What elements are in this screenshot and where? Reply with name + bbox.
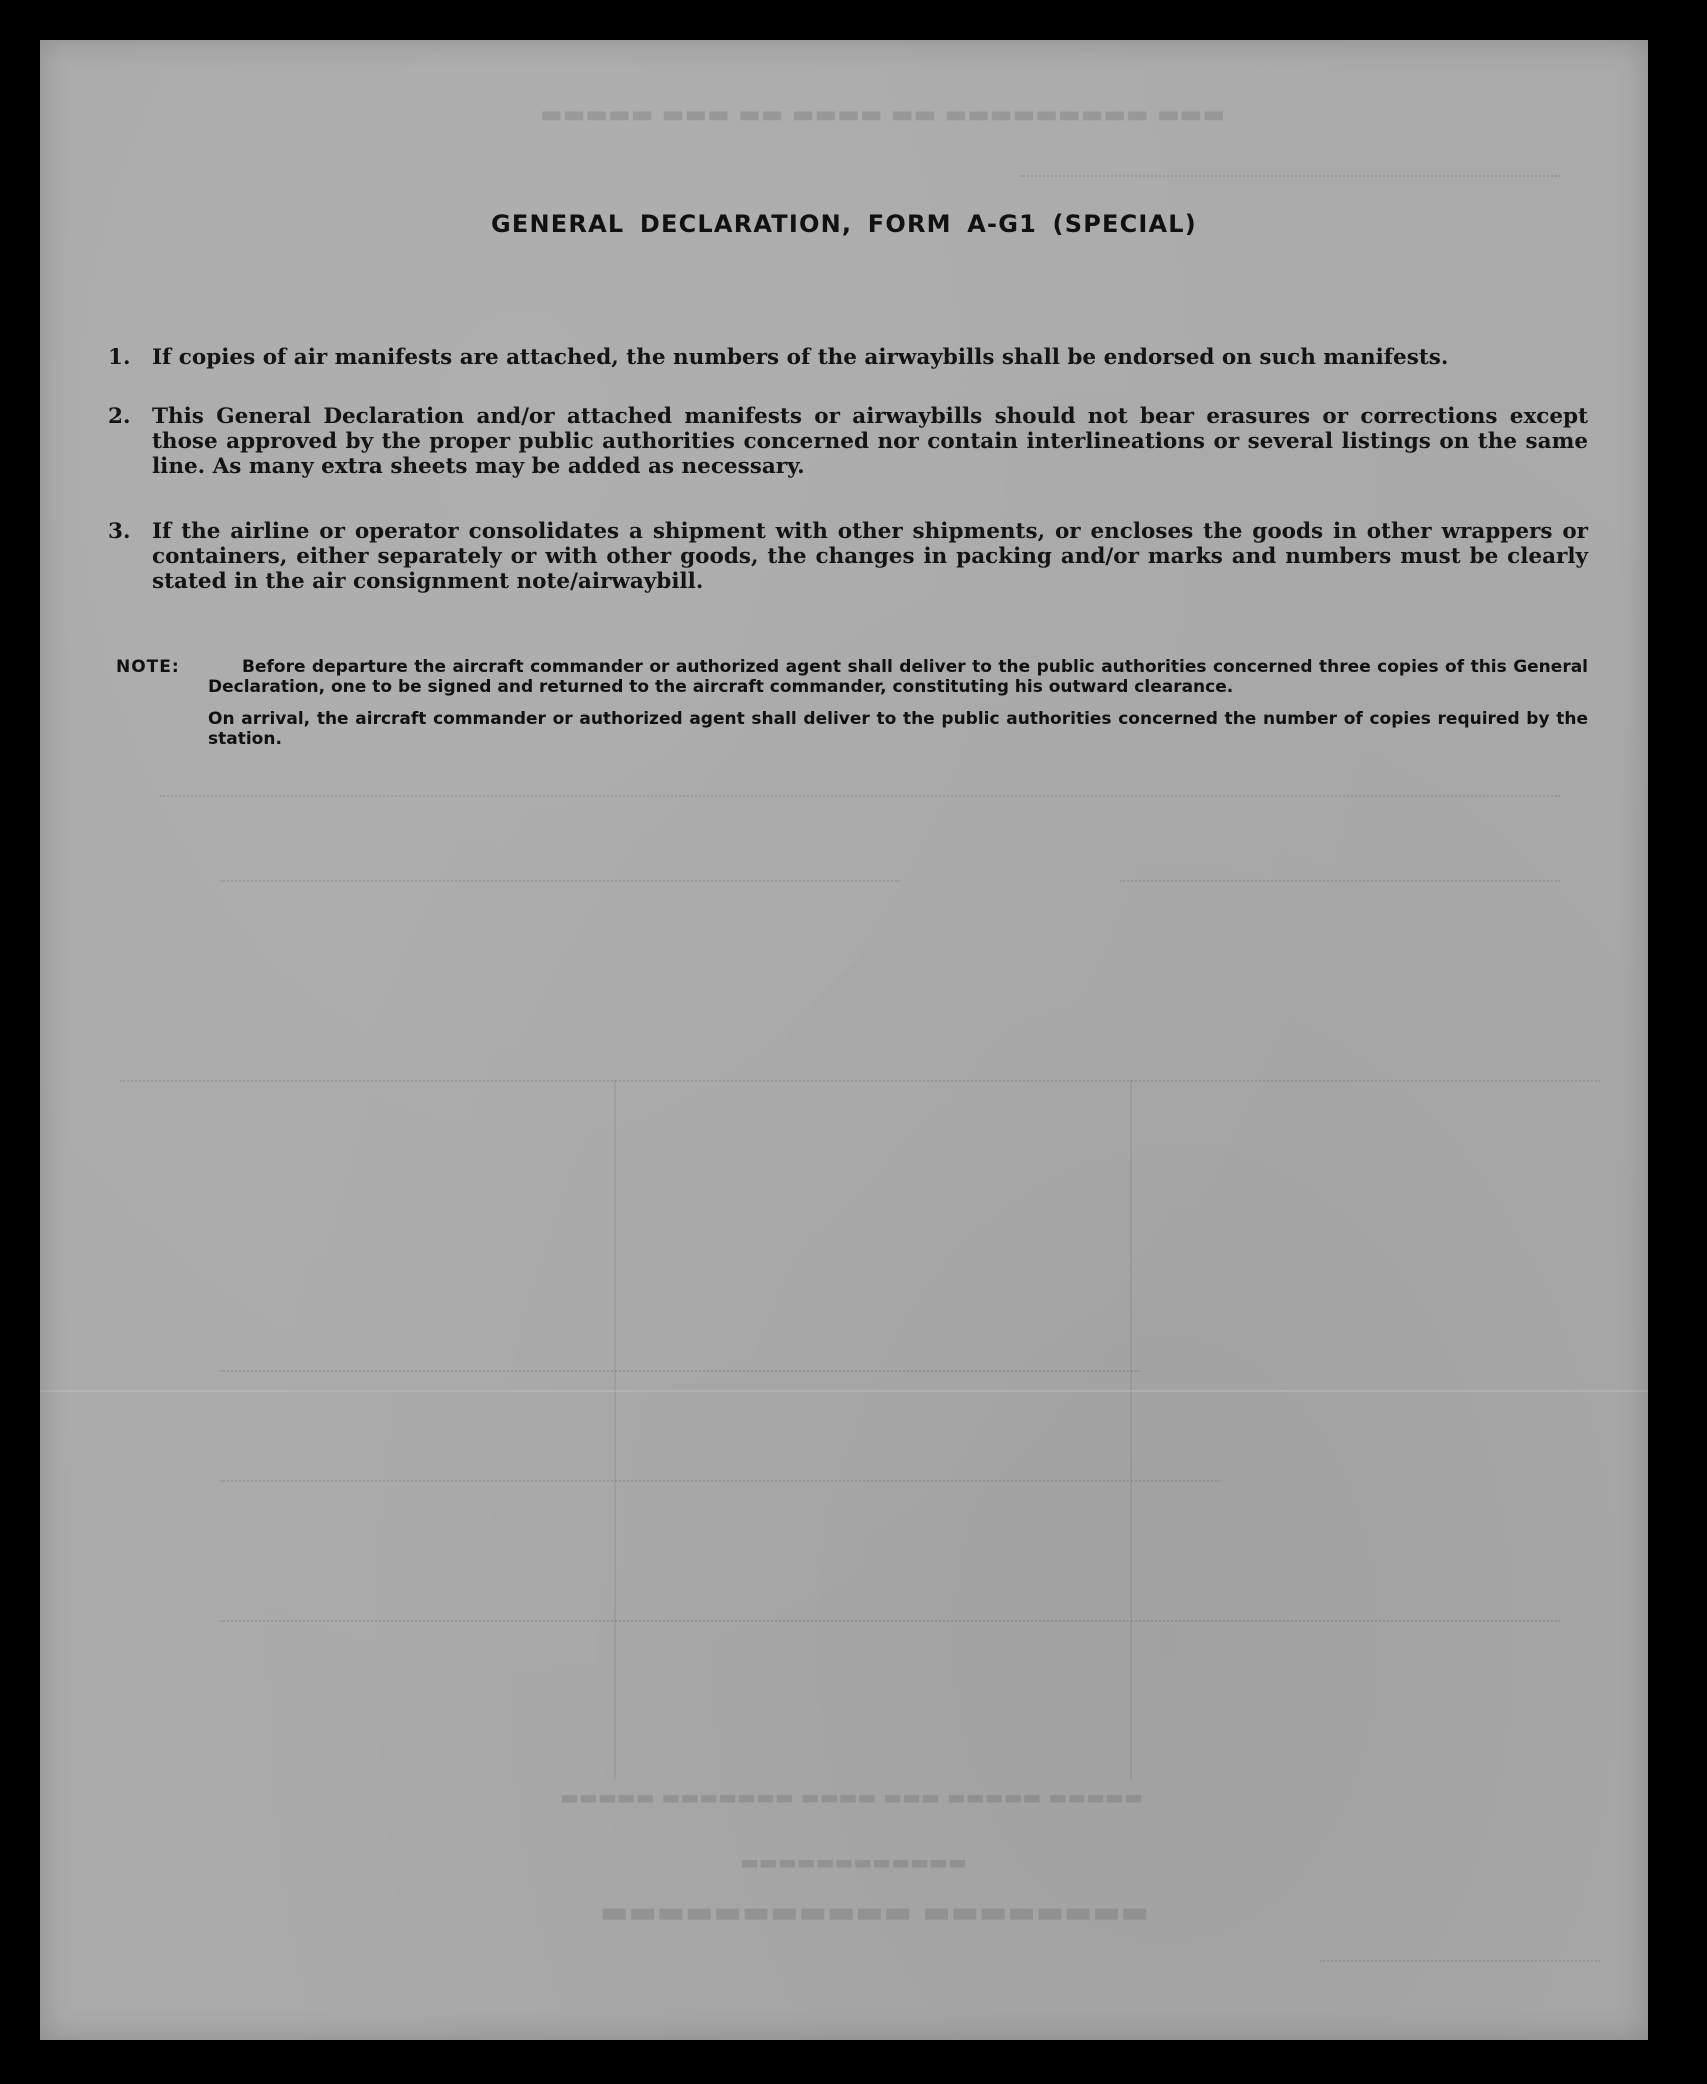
show-through-text: ▬▬▬▬▬ ▬▬▬▬▬ ▬▬▬ ▬▬▬▬ ▬▬▬▬▬▬▬ ▬▬▬▬▬ bbox=[560, 1785, 1143, 1809]
show-through-rule bbox=[1020, 175, 1560, 177]
note-section bbox=[116, 657, 1588, 761]
show-through-rule bbox=[1320, 1960, 1600, 1962]
show-through-column bbox=[1130, 1080, 1132, 1780]
show-through-rule bbox=[160, 795, 1560, 797]
note-body bbox=[208, 657, 1588, 761]
list-item bbox=[108, 404, 1588, 479]
item-number: 2. bbox=[108, 404, 131, 429]
show-through-rule bbox=[220, 1480, 1220, 1482]
show-through-rule bbox=[220, 1620, 1560, 1622]
show-through-rule bbox=[1120, 880, 1560, 882]
page-title: GENERAL DECLARATION, FORM A-G1 (SPECIAL) bbox=[491, 210, 1197, 238]
note-paragraph: On arrival, the aircraft commander or authorized agent shall deliver to the public authorities concerned the number of copies required by the station. bbox=[208, 709, 1588, 749]
document-page bbox=[40, 40, 1648, 2040]
item-text: If copies of air manifests are attached, the numbers of the airwaybills shall be endorsed on such manifests. bbox=[152, 345, 1449, 370]
paper-fold-line bbox=[40, 1390, 1648, 1392]
show-through-rule bbox=[220, 880, 900, 882]
show-through-text: ▬▬▬▬▬▬▬▬▬▬▬▬ bbox=[740, 1850, 967, 1874]
item-number: 3. bbox=[108, 519, 131, 544]
page-edge-shadow bbox=[40, 40, 1648, 2040]
show-through-rule bbox=[120, 1080, 1600, 1082]
show-through-rule bbox=[220, 1370, 1140, 1372]
item-text: This General Declaration and/or attached manifests or airwaybills should not bear erasures or corrections except those approved by the proper public authorities concerned nor contain interlineations or several listings on the same line. As many extra sheets may be added as necessary. bbox=[152, 404, 1588, 479]
note-label: NOTE: bbox=[116, 657, 180, 677]
show-through-heading: ▬▬▬ ▬▬▬▬▬▬▬▬▬ ▬▬ ▬▬▬▬ ▬▬ ▬▬▬ ▬▬▬▬▬ bbox=[540, 100, 1226, 128]
instruction-list bbox=[108, 345, 1588, 624]
show-through-text: ▬▬▬▬▬▬▬▬ ▬▬▬▬▬▬▬▬▬▬▬ bbox=[600, 1895, 1149, 1930]
note-paragraph: Before departure the aircraft commander or authorized agent shall deliver to the public authorities concerned three copies of this General Declaration, one to be signed and returned to the aircraft commander, constituting his outward clearance. bbox=[208, 657, 1588, 697]
list-item bbox=[108, 519, 1588, 594]
item-text: If the airline or operator consolidates a shipment with other shipments, or encloses the goods in other wrappers or containers, either separately or with other goods, the changes in packing and/or marks and numbers must be clearly stated in the air consignment note/airwaybill. bbox=[152, 519, 1588, 594]
list-item bbox=[108, 345, 1588, 370]
note-row bbox=[116, 657, 1588, 761]
item-number: 1. bbox=[108, 345, 131, 370]
show-through-column bbox=[614, 1080, 616, 1780]
